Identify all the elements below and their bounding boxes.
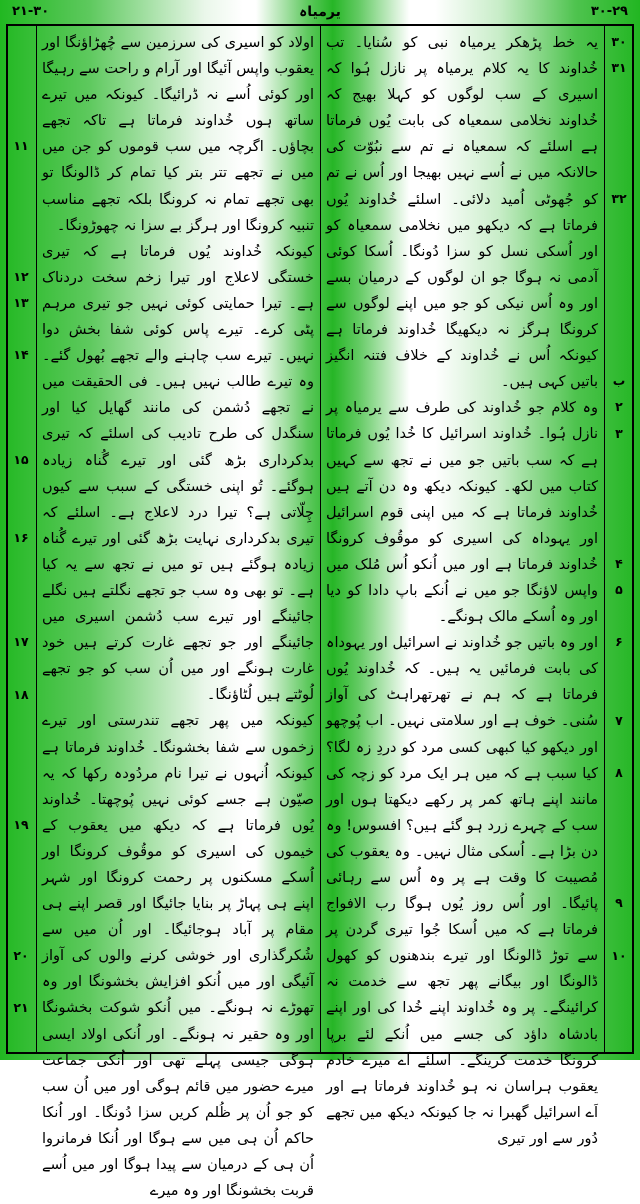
paragraph: یہ خط پڑھکر یرمیاہ نبی کو سُنایا۔ تب خُداوند کا یہ کلام یرمیاہ پر نازل ہُوا کہ اسیری کے سب لوگوں کو کہلا بھیج کہ خُداوند نخلامی سمعیاہ کی بابت یُوں فرماتا ہے اسلئے کہ سمعیاہ نے تم سے نبُوّت کی حالانکہ میں نے اُسے نہیں بھیجا اور اُس نے تم کو جُھوٹی اُمید دلائی۔ اسلئے خُداوند یُوں فرماتا ہے کہ دیکھو میں نخلامی سمعیاہ کو اور اُسکی نسل کو سزا دُونگا۔ اُسکا کوئی آدمی نہ ہوگا جو ان لوگوں کے درمیان بسے اور وہ اُس نیکی کو جو میں اپنے لوگوں سے کرونگا ہرگز نہ دیکھیگا خُداوند فرماتا ہے کیونکہ اُس نے خُداوند کے خلاف فتنہ انگیز باتیں کہی ہیں۔ <box>326 35 598 391</box>
verse-number: ۶ <box>615 634 623 650</box>
verse-number: ۲۱ <box>13 999 29 1015</box>
verse-number: ۱۶ <box>13 529 29 545</box>
book-title: یرمیاہ <box>299 4 341 20</box>
verse-number: ۴ <box>615 556 623 571</box>
chapter-range-left: ۲۱-۳۰ <box>12 4 50 19</box>
left-text-column <box>42 30 314 1200</box>
center-divider <box>320 24 321 1054</box>
verse-number: ۱۰ <box>611 947 627 963</box>
paragraph: کیونکہ میں پھر تجھے تندرستی اور تیرے زخموں سے شفا بخشونگا۔ خُداوند فرماتا ہے کیونکہ اُنہوں نے تیرا نام مردُودہ رکھا کہ یہ صیّون ہے جسے کوئی نہیں پُوچھتا۔ خُداوند یُوں فرماتا ہے کہ دیکھ میں یعقوب کے خیموں کی اسیری کو موقُوف کرونگا اور اُسکے مسکنوں پر رحمت کرونگا اور شہر اپنے ہی پہاڑ پر بنایا جائیگا اور قصر اپنے ہی مقام پر آباد ہوجائیگا۔ اور اُن میں سے شُکرگذاری اور خوشی کرنے والوں کی آواز آئیگی اور میں اُنکو افزایش بخشونگا اور وہ تھوڑے نہ ہونگے۔ میں اُنکو شوکت بخشونگا اور وہ حقیر نہ ہونگے۔ اور اُنکی اولاد ایسی ہوگی جیسی پہلے تھی اور اُنکی جماعت میرے حضور میں قائم ہوگی اور میں اُن سب کو جو اُن پر ظُلم کریں سزا دُونگا۔ اور اُنکا حاکم اُن ہی میں سے ہوگا اور اُنکا فرمانروا اُن ہی کے درمیان سے پیدا ہوگا اور میں اُسے قربت بخشونگا اور وہ میرے <box>42 713 314 1200</box>
verse-number: ۳ <box>615 425 623 441</box>
left-verse-numbers <box>6 30 36 1050</box>
verse-number: ۷ <box>615 712 623 728</box>
paragraph: کیونکہ خُداوند یُوں فرماتا ہے کہ تیری خستگی لاعلاج اور تیرا زخم سخت دردناک ہے۔ تیرا حمایتی کوئی نہیں جو تیری مرہم پٹی کرے۔ تیرے پاس کوئی شفا بخش دوا نہیں۔ تیرے سب چاہنے والے تجھے بُھول گئے۔ وہ تیرے طالب نہیں ہیں۔ فی الحقیقت میں نے تجھے دُشمن کی مانند گھایل کیا اور سنگدل کی طرح تادیب کی اسلئے کہ تیری بدکرداری بڑھ گئی اور تیرے گُناہ زیادہ ہوگئے۔ تُو اپنی خستگی کے سبب سے کیوں چِلّاتی ہے؟ تیرا درد لاعلاج ہے۔ اسلئے کہ تیری بدکرداری نہایت بڑھ گئی اور تیرے گُناہ زیادہ ہوگئے ہیں تو میں نے تجھ سے یہ کیا ہے۔ تو بھی وہ سب جو تجھے نگلتے ہیں نگلے جائینگے اور تیرے سب دُشمن اسیری میں جائینگے اور جو تجھے غارت کرتے ہیں خود غارت ہونگے اور میں اُن سب کو جو تجھے لُوٹتے ہیں لُٹاؤنگا۔ <box>42 243 314 704</box>
verse-number: ۱۹ <box>13 817 29 832</box>
right-verse-numbers <box>604 30 634 1050</box>
verse-number: ۳۰ <box>611 34 627 49</box>
paragraph: وہ کلام جو خُداوند کی طرف سے یرمیاہ پر نازل ہُوا۔ خُداوند اسرائیل کا خُدا یُوں فرماتا ہے کہ سب باتیں جو میں نے تجھ سے کہیں کتاب میں لکھ۔ کیونکہ دیکھ وہ دن آتے ہیں خُداوند فرماتا ہے کہ میں اپنی قوم اسرائیل اور یہوداہ کی اسیری کو موقُوف کرونگا خُداوند فرماتا ہے اور میں اُنکو اُس مُلک میں واپس لاؤنگا جو میں نے اُنکے باپ دادا کو دیا اور وہ اُسکے مالک ہونگے۔ <box>326 400 598 626</box>
verse-number: ۱۴ <box>13 347 29 363</box>
verse-number: ۱۲ <box>13 268 29 284</box>
left-margin-divider <box>36 24 37 1054</box>
paragraph: اولاد کو اسیری کی سرزمین سے چُھڑاؤنگا اور یعقوب واپس آئیگا اور آرام و راحت سے رہیگا اور کوئی اُسے نہ ڈرائیگا۔ کیونکہ میں تیرے ساتھ ہوں خُداوند فرماتا ہے تاکہ تجھے بچاؤں۔ اگرچہ میں سب قوموں کو جن میں میں نے تجھے تتر بتر کیا تمام کر ڈالونگا تو بھی تجھے تمام نہ کرونگا بلکہ تجھے مناسب تنبیہ کرونگا اور ہرگز بے سزا نہ چھوڑونگا۔ <box>42 35 314 234</box>
verse-number: ب <box>612 373 626 389</box>
verse-number: ۹ <box>615 895 623 911</box>
paragraph: اور وہ باتیں جو خُداوند نے اسرائیل اور یہوداہ کی بابت فرمائیں یہ ہیں۔ کہ خُداوند یُوں فرماتا ہے کہ ہم نے تھرتھراہٹ کی آواز سُنی۔ خوف ہے اور سلامتی نہیں۔ اب پُوچھو اور دیکھو کیا کبھی کسی مرد کو دردِ زہ لگا؟ کیا سبب ہے کہ میں ہر ایک مرد کو زچہ کی مانند اپنے ہاتھ کمر پر رکھے دیکھتا ہوں اور سب کے چہرے زرد ہو گئے ہیں؟ افسوس! وہ دن بڑا ہے۔ اُسکی مثال نہیں۔ وہ یعقوب کی مُصیبت کا وقت ہے پر وہ اُس سے رہائی پائیگا۔ اور اُس روز یُوں ہوگا رب الافواج فرماتا ہے کہ میں اُسکا جُوا تیری گردن پر سے توڑ ڈالونگا اور تیرے بندھنوں کو کھول ڈالونگا اور بیگانے پھر تجھ سے خدمت نہ کرائینگے۔ پر وہ خُداوند اپنے خُدا کی اور اپنے بادشاہ داؤد کی جسے میں اُنکے لئے برپا کرونگا خدمت کرینگے۔ اسلئے اَے میرے خادم یعقوب ہراسان نہ ہو خُداوند فرماتا ہے اور اَے اسرائیل گھبرا نہ جا کیونکہ دیکھ میں تجھے دُور سے اور تیری <box>326 635 598 1147</box>
verse-number: ۲۰ <box>13 947 29 963</box>
verse-number: ۱۸ <box>13 686 29 702</box>
verse-number: ۱۷ <box>13 634 29 650</box>
verse-number: ۳۲ <box>611 190 627 206</box>
verse-number: ۳۱ <box>611 60 627 76</box>
verse-number: ۱۱ <box>13 138 29 154</box>
verse-number: ۲ <box>615 399 623 415</box>
chapter-range-right: ۳۰-۲۹ <box>590 4 628 19</box>
verse-number: ۸ <box>615 764 623 780</box>
verse-number: ۱۳ <box>13 295 29 310</box>
verse-number: ۵ <box>615 582 623 598</box>
verse-number: ۱۵ <box>13 451 29 467</box>
right-text-column <box>326 30 598 1147</box>
